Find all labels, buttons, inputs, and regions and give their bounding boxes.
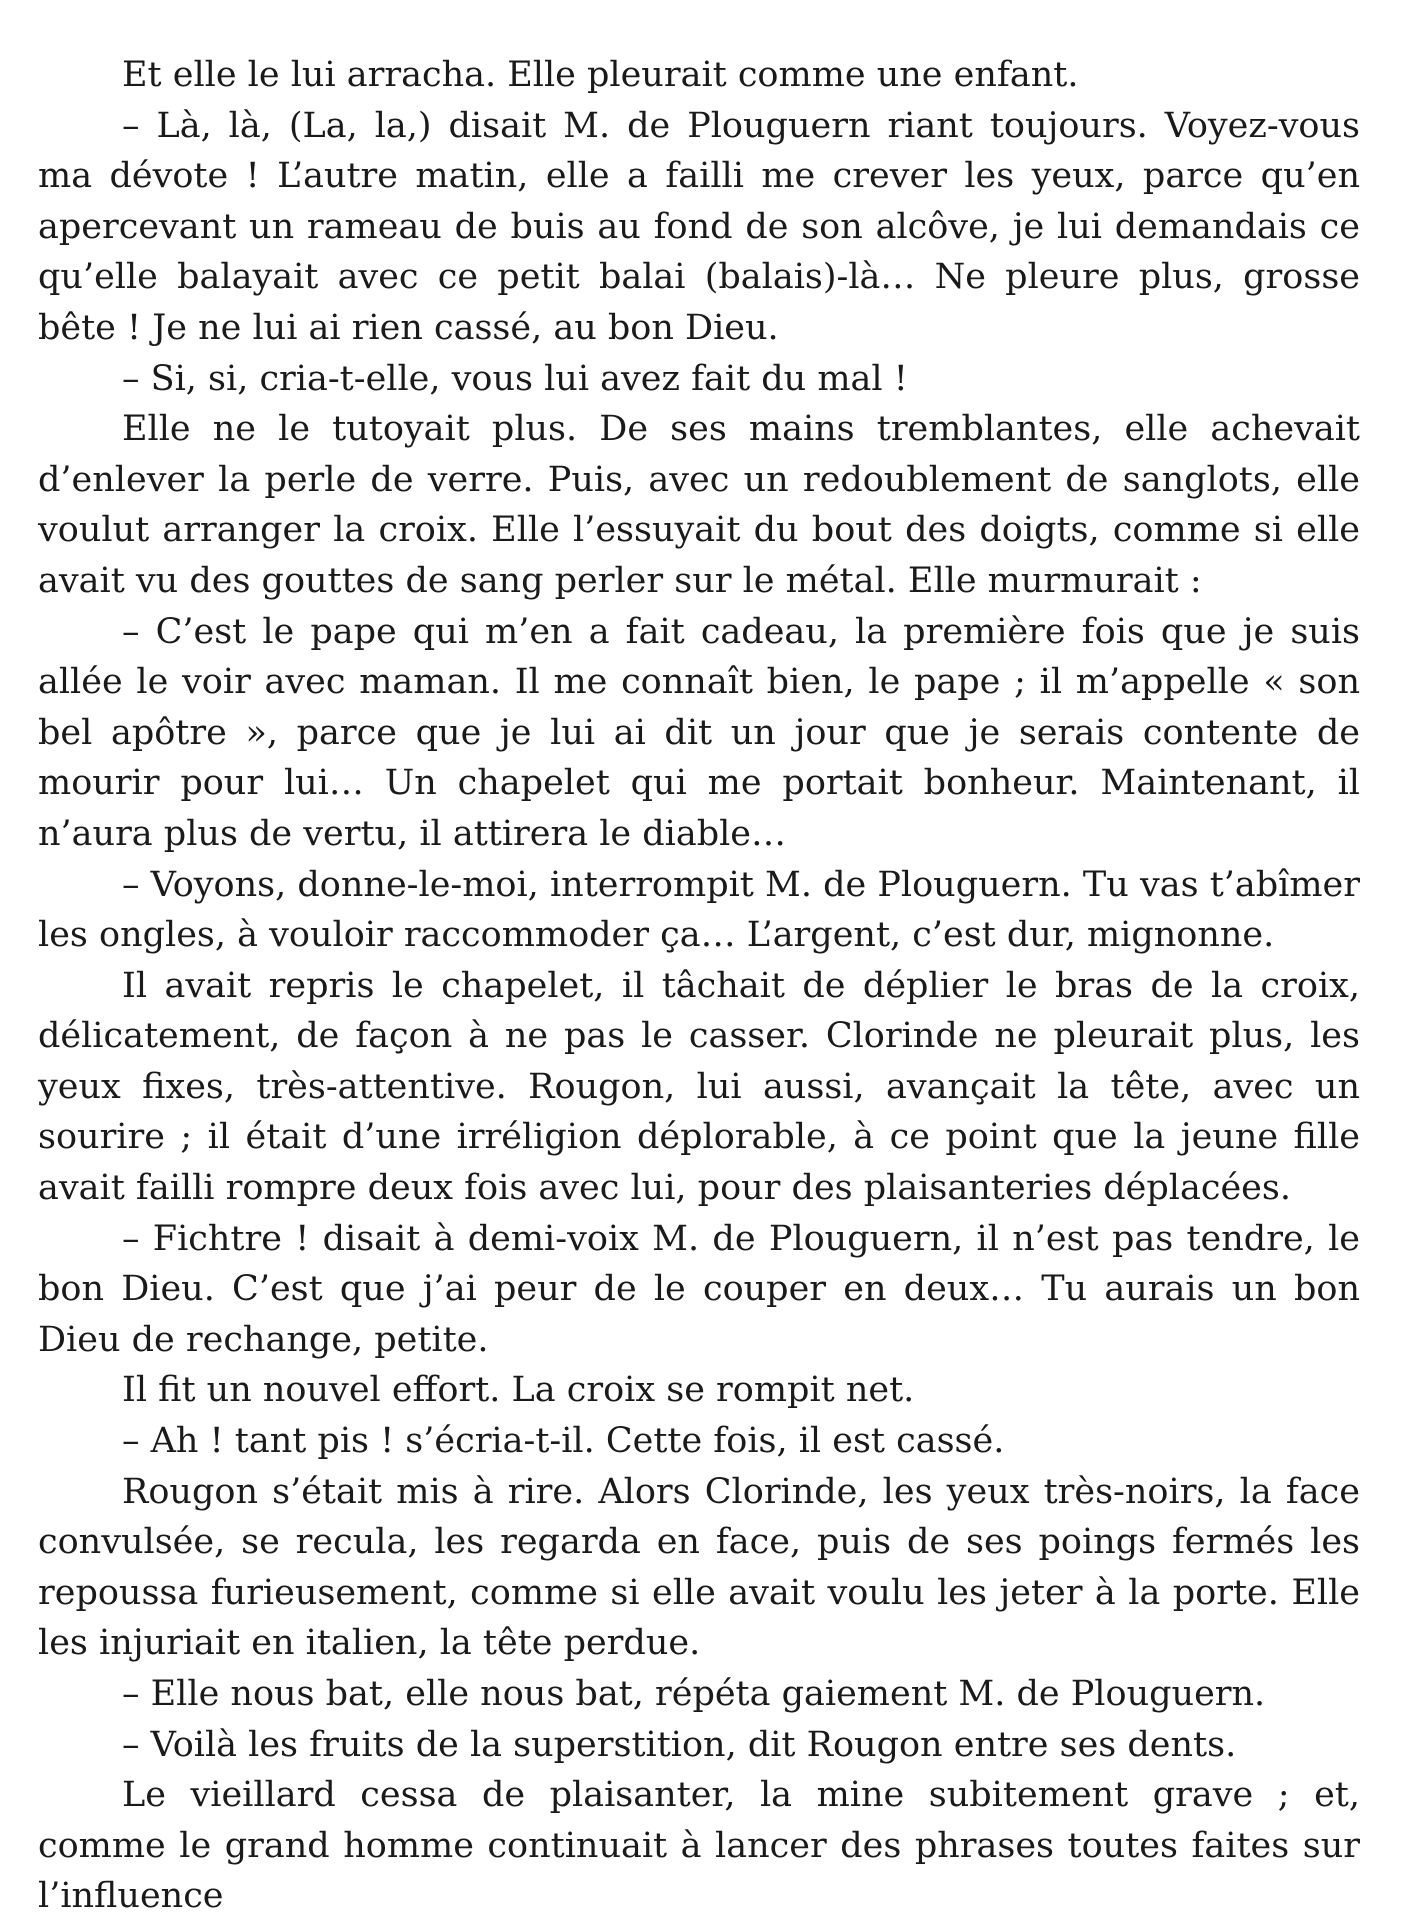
paragraph: – Là, là, (La, la,) disait M. de Plouguern riant toujours. Voyez-vous ma dévote ! L’autre matin, elle a failli me crever les yeux, parce qu’en apercevant un rameau de buis au fond de son alcôve, je lui demandais ce qu’elle balayait avec ce petit balai (balais)-là… Ne pleure plus, grosse bête ! Je ne lui ai rien cassé, au bon Dieu.: [38, 105, 1360, 348]
paragraph: Il fit un nouvel effort. La croix se rompit net.: [122, 1370, 915, 1411]
book-page: [38, 50, 1360, 1922]
paragraph: Rougon s’était mis à rire. Alors Clorinde, les yeux très-noirs, la face convulsée, se recula, les regarda en face, puis de ses poings fermés les repoussa furieusement, comme si elle avait voulu les jeter à la porte. Elle les injuriait en italien, la tête perdue.: [38, 1471, 1360, 1664]
paragraph: – Elle nous bat, elle nous bat, répéta gaiement M. de Plouguern.: [122, 1674, 1266, 1714]
paragraph: – Voyons, donne-le-moi, interrompit M. de Plouguern. Tu vas t’abîmer les ongles, à vouloir raccommoder ça… L’argent, c’est dur, mignonne.: [38, 864, 1360, 956]
paragraph: – Si, si, cria-t-elle, vous lui avez fait du mal !: [122, 358, 908, 399]
paragraph: – Voilà les fruits de la superstition, dit Rougon entre ses dents.: [122, 1724, 1237, 1765]
paragraph: Elle ne le tutoyait plus. De ses mains tremblantes, elle achevait d’enlever la perle de verre. Puis, avec un redoublement de sanglots, elle voulut arranger la croix. Elle l’essuyait du bout des doigts, comme si elle avait vu des gouttes de sang perler sur le métal. Elle murmurait :: [38, 409, 1360, 601]
paragraph: – C’est le pape qui m’en a fait cadeau, la première fois que je suis allée le voir avec maman. Il me connaît bien, le pape ; il m’appelle « son bel apôtre », parce que je lui ai dit un jour que je serais contente de mourir pour lui… Un chapelet qui me portait bonheur. Maintenant, il n’aura plus de vertu, il attirera le diable…: [38, 611, 1360, 854]
paragraph: – Fichtre ! disait à demi-voix M. de Plouguern, il n’est pas tendre, le bon Dieu. C’est que j’ai peur de le couper en deux… Tu aurais un bon Dieu de rechange, petite.: [38, 1218, 1360, 1360]
paragraph: Le vieillard cessa de plaisanter, la mine subitement grave ; et, comme le grand homme continuait à lancer des phrases toutes faites sur l’influence: [38, 1775, 1360, 1917]
paragraph: Il avait repris le chapelet, il tâchait de déplier le bras de la croix, délicatement, de façon à ne pas le casser. Clorinde ne pleurait plus, les yeux fixes, très-attentive. Rougon, lui aussi, avançait la tête, avec un sourire ; il était d’une irréligion déplorable, à ce point que la jeune fille avait failli rompre deux fois avec lui, pour des plaisanteries déplacées.: [38, 965, 1360, 1209]
paragraph: – Ah ! tant pis ! s’écria-t-il. Cette fois, il est cassé.: [122, 1421, 1005, 1462]
paragraph: Et elle le lui arracha. Elle pleurait comme une enfant.: [122, 55, 1079, 95]
